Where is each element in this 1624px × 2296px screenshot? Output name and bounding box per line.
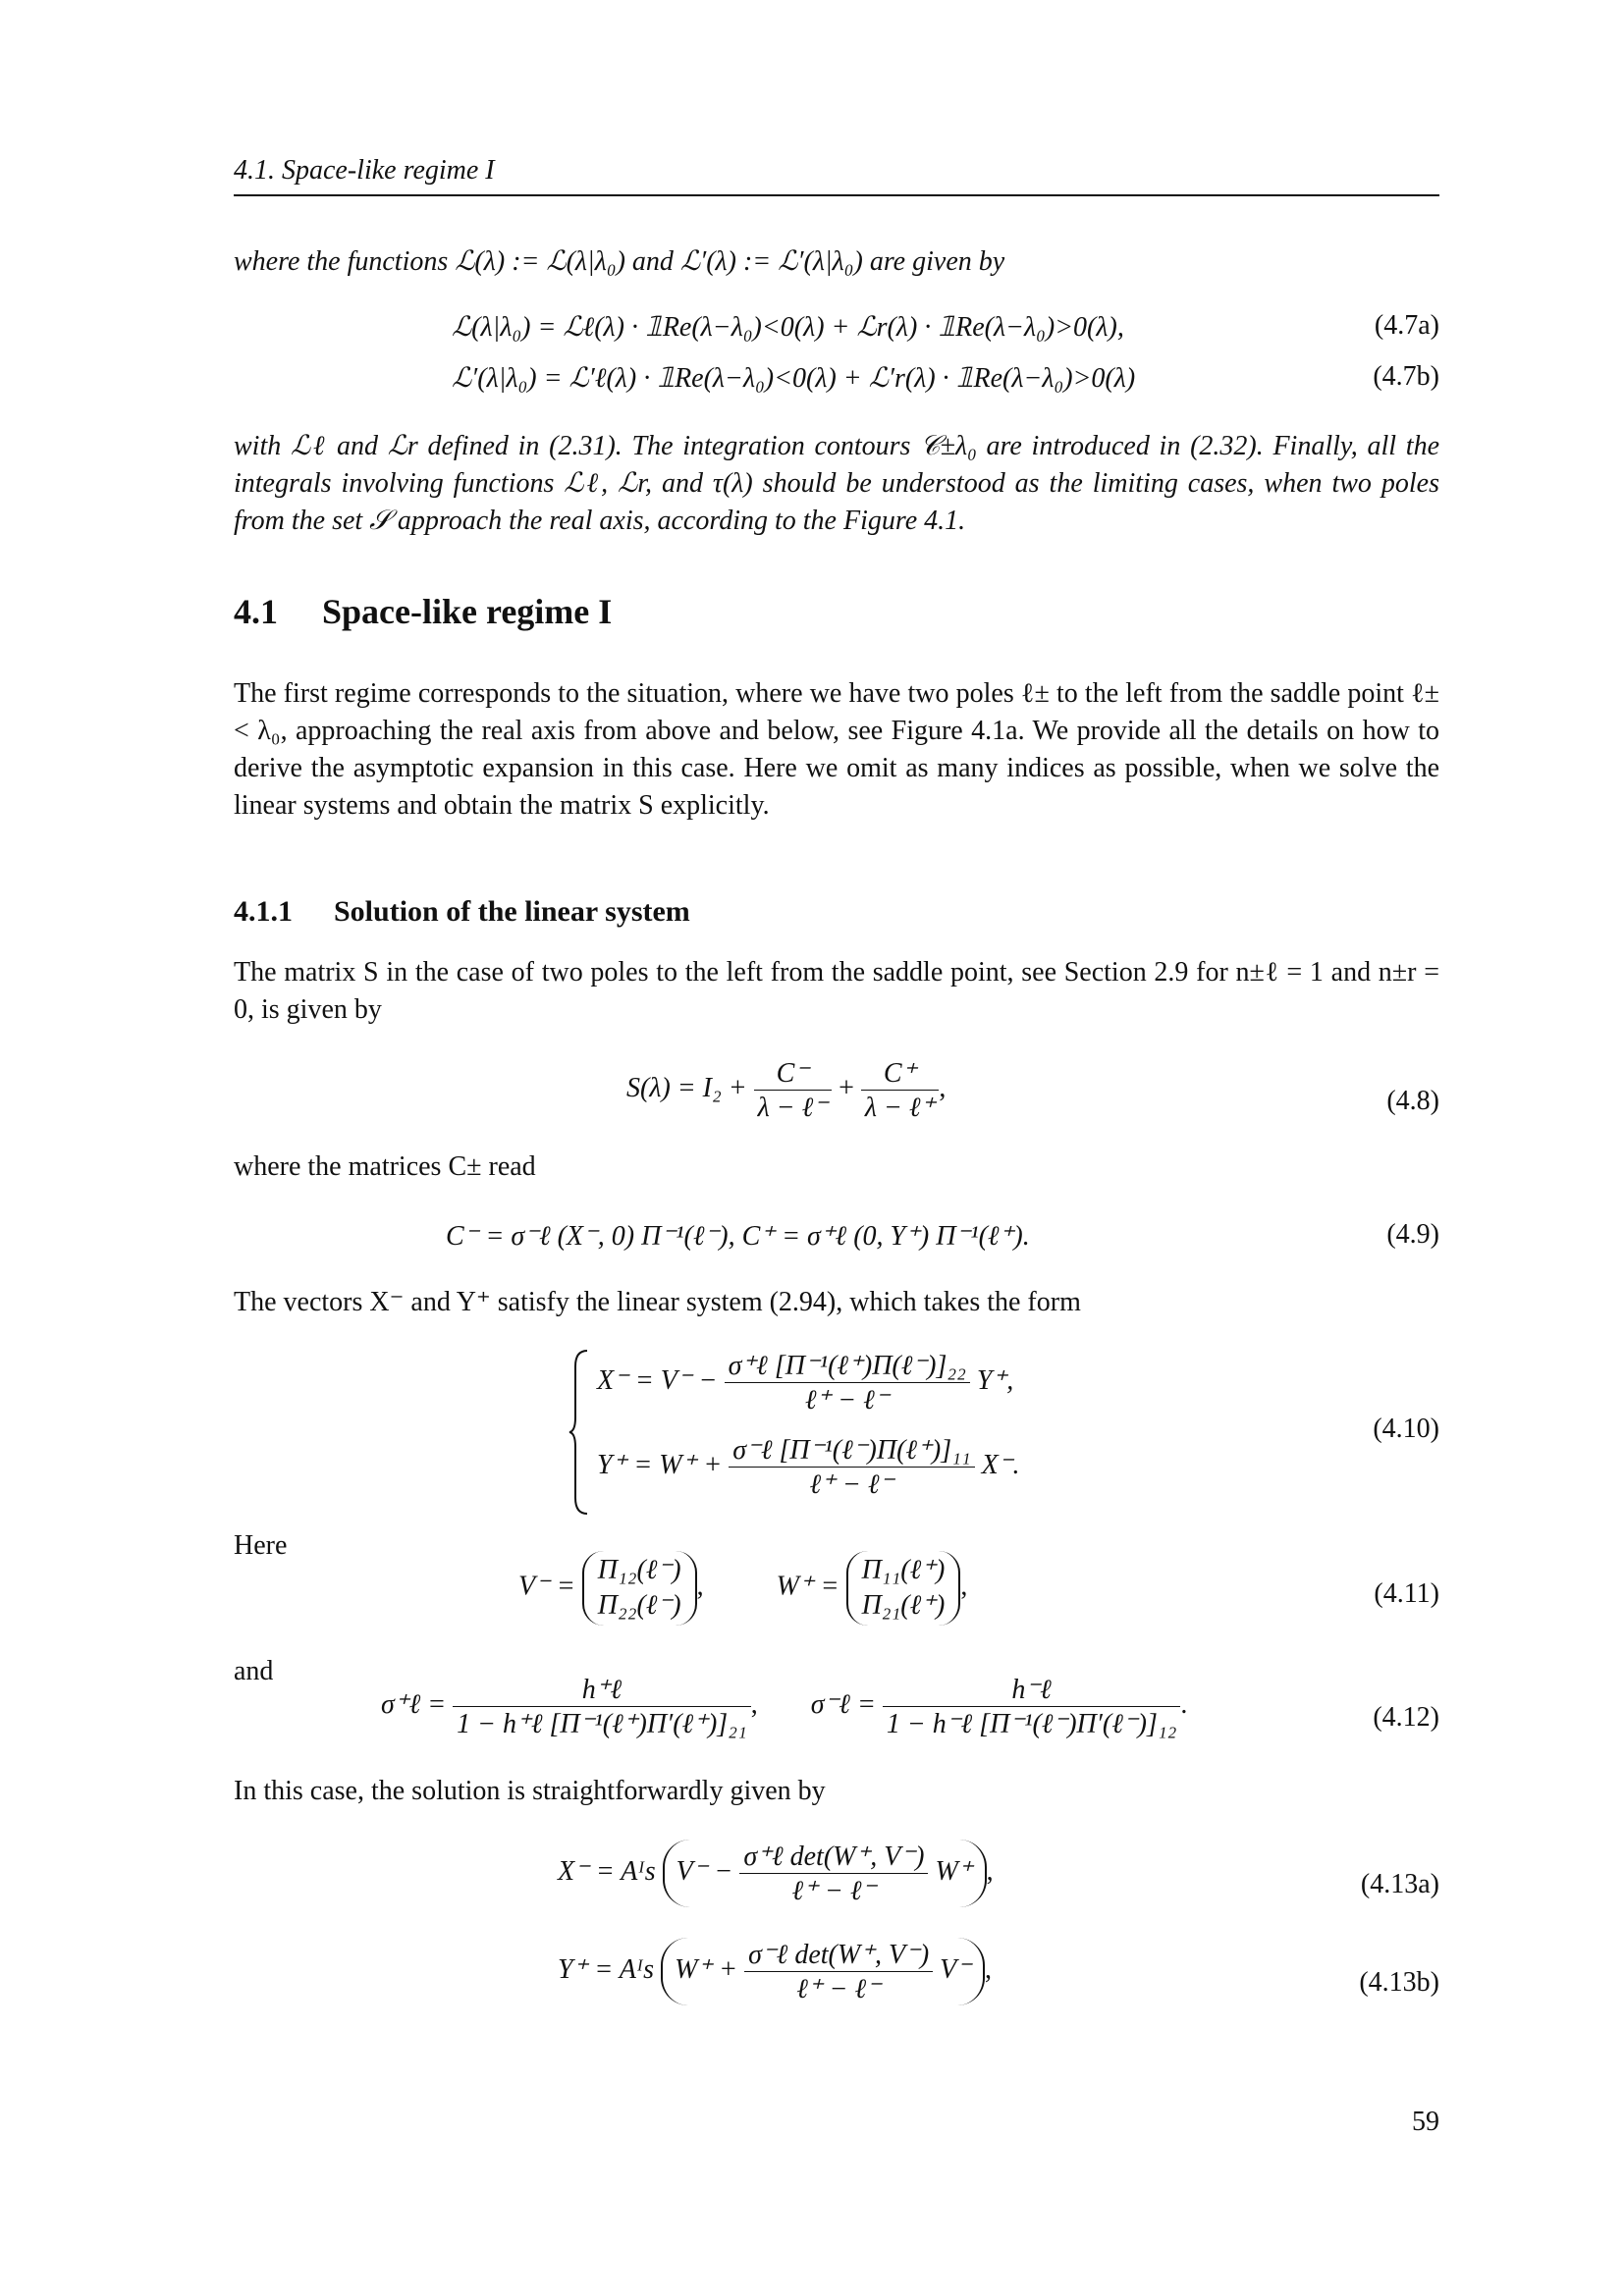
subsection-heading xyxy=(234,895,690,929)
equation-4-11 xyxy=(234,1551,1439,1645)
equation-4-8-comma: , xyxy=(939,1072,947,1103)
v-minus-bottom: Π₂₂(ℓ⁻) xyxy=(597,1590,681,1621)
equation-4-10 xyxy=(234,1349,1439,1516)
sigma-minus-numerator: h⁻ℓ xyxy=(883,1673,1181,1707)
equation-4-13b-number: (4.13b) xyxy=(1359,1967,1439,1998)
row2-tail: X⁻. xyxy=(981,1449,1020,1480)
page-number: 59 xyxy=(1412,2107,1439,2137)
x-minus-paren xyxy=(663,1840,987,1907)
row1-tail: Y⁺, xyxy=(976,1364,1014,1396)
left-brace-icon xyxy=(568,1349,589,1516)
subsection-number: 4.1.1 xyxy=(234,895,293,928)
paragraph-vectors: The vectors X⁻ and Y⁺ satisfy the linear system (2.94), which takes the form xyxy=(234,1287,1081,1317)
equation-4-7a xyxy=(234,310,1439,353)
equation-4-8-body xyxy=(626,1056,946,1124)
y-plus-paren xyxy=(661,1938,985,2005)
w-plus-vector xyxy=(846,1551,961,1626)
paragraph-solution: In this case, the solution is straightforwardly given by xyxy=(234,1776,826,1806)
y-plus-numerator: σ⁻ℓ det(W⁺, V⁻) xyxy=(744,1938,933,1972)
x-minus-numerator: σ⁺ℓ det(W⁺, V⁻) xyxy=(739,1840,928,1874)
equation-4-12 xyxy=(234,1669,1439,1767)
fraction-c-plus-numerator: C⁺ xyxy=(861,1056,939,1091)
row1-denominator: ℓ⁺ − ℓ⁻ xyxy=(804,1385,890,1415)
v-minus-vector xyxy=(582,1551,697,1626)
equation-4-12-body: σ⁺ℓ = $\frac{\text{h⁺ℓ}}{\text{1 − h⁺ℓ [Π⁻¹(ℓ⁺)Π′(ℓ⁺)]₂₁}}$ , σ⁻ℓ = $\frac{\text{h⁻ℓ}}{\text{1 − h⁻ℓ [Π⁻¹(ℓ⁻)Π′(ℓ⁻)]₁₂}}$ . xyxy=(381,1675,1188,1739)
here-label: Here xyxy=(234,1530,288,1561)
equation-4-7a-body: ℒ(λ|λ₀) = ℒℓ(λ) · 𝟙Re(λ−λ₀)<0(λ) + ℒr(λ) · 𝟙Re(λ−λ₀)>0(λ), xyxy=(452,312,1124,343)
section-title: Space-like regime I xyxy=(322,592,613,631)
y-plus-lhs: Y⁺ = Aᴵs xyxy=(558,1953,655,1985)
w-plus-bottom: Π₂₁(ℓ⁺) xyxy=(861,1590,946,1621)
equation-4-10-row2 xyxy=(597,1433,1019,1501)
v-minus-lhs: V⁻ = xyxy=(518,1571,575,1602)
equation-4-13a-number: (4.13a) xyxy=(1360,1869,1439,1899)
equation-4-9-body: C⁻ = σ⁻ℓ (X⁻, 0) Π⁻¹(ℓ⁻), C⁺ = σ⁺ℓ (0, Y⁺) Π⁻¹(ℓ⁺). xyxy=(446,1221,1030,1252)
equation-4-8-lhs: S(λ) = I₂ + xyxy=(626,1072,747,1103)
sigma-plus-fraction xyxy=(453,1673,751,1740)
y-plus-denominator: ℓ⁺ − ℓ⁻ xyxy=(796,1974,881,2004)
equation-4-7b-body: ℒ′(λ|λ₀) = ℒ′ℓ(λ) · 𝟙Re(λ−λ₀)<0(λ) + ℒ′r(λ) · 𝟙Re(λ−λ₀)>0(λ) xyxy=(452,363,1136,394)
row1-numerator: σ⁺ℓ [Π⁻¹(ℓ⁺)Π(ℓ⁻)]₂₂ xyxy=(725,1349,970,1383)
w-plus-top: Π₁₁(ℓ⁺) xyxy=(861,1555,946,1585)
fraction-c-plus-denominator: λ − ℓ⁺ xyxy=(864,1093,936,1123)
equation-4-10-number: (4.10) xyxy=(1373,1414,1439,1444)
equation-4-8-number: (4.8) xyxy=(1386,1086,1439,1116)
fraction-c-minus xyxy=(754,1056,832,1124)
sigma-plus-lhs: σ⁺ℓ = xyxy=(381,1688,447,1720)
w-plus-lhs: W⁺ = xyxy=(776,1571,839,1602)
x-minus-pre: V⁻ − xyxy=(676,1855,733,1887)
fraction-c-minus-denominator: λ − ℓ⁻ xyxy=(757,1093,829,1123)
equation-4-10-row1 xyxy=(597,1349,1013,1416)
row1-lhs: X⁻ = V⁻ − xyxy=(597,1364,718,1396)
fraction-c-plus xyxy=(861,1056,939,1124)
paragraph-matrices-c: where the matrices C± read xyxy=(234,1151,536,1182)
section-number: 4.1 xyxy=(234,592,278,631)
equation-4-8 xyxy=(234,1050,1439,1148)
row2-denominator: ℓ⁺ − ℓ⁻ xyxy=(809,1469,894,1500)
row2-fraction xyxy=(729,1433,974,1501)
equation-4-13a-body: X⁻ = Aᴵs V⁻ − $\frac{\text{σ⁺ℓ det(W⁺, V⁻)}}{\text{ℓ⁺ − ℓ⁻}}$ W⁺ , xyxy=(558,1842,994,1906)
sigma-minus-fraction xyxy=(883,1673,1181,1740)
y-plus-fraction xyxy=(744,1938,933,2005)
section-heading xyxy=(234,591,612,632)
equation-4-11-body xyxy=(518,1551,967,1626)
v-minus-top: Π₁₂(ℓ⁻) xyxy=(597,1555,681,1585)
subsection-title: Solution of the linear system xyxy=(334,895,690,928)
y-plus-pre: W⁺ + xyxy=(675,1953,738,1985)
italic-paragraph: with ℒℓ and ℒr defined in (2.31). The integration contours 𝒞±λ₀ are introduced in (2.32). Finally, all the integrals involving functions ℒℓ, ℒr, and τ(λ) should be understood as the limiting cases, when two poles from the set 𝒮 approach the real axis, according to the Figure 4.1. xyxy=(234,431,1439,536)
row2-lhs: Y⁺ = W⁺ + xyxy=(597,1449,723,1480)
x-minus-fraction xyxy=(739,1840,928,1907)
running-head: 4.1. Space-like regime I xyxy=(234,155,1439,196)
equation-4-13a xyxy=(234,1836,1439,1934)
sigma-plus-numerator: h⁺ℓ xyxy=(453,1673,751,1707)
equation-4-11-number: (4.11) xyxy=(1374,1578,1439,1609)
equation-4-12-number: (4.12) xyxy=(1373,1702,1439,1733)
equation-4-7b xyxy=(234,361,1439,404)
fraction-c-minus-numerator: C⁻ xyxy=(754,1056,832,1091)
equation-4-13b-body: Y⁺ = Aᴵs W⁺ + $\frac{\text{σ⁻ℓ det(W⁺, V⁻)}}{\text{ℓ⁺ − ℓ⁻}}$ V⁻ , xyxy=(558,1940,993,2004)
sigma-plus-denominator: 1 − h⁺ℓ [Π⁻¹(ℓ⁺)Π′(ℓ⁺)]₂₁ xyxy=(457,1709,747,1739)
equation-4-8-plus: + xyxy=(839,1072,854,1103)
equation-4-7a-number: (4.7a) xyxy=(1374,310,1439,341)
x-minus-denominator: ℓ⁺ − ℓ⁻ xyxy=(791,1876,877,1906)
row1-fraction xyxy=(725,1349,970,1416)
paragraph-regime: The first regime corresponds to the situation, where we have two poles ℓ± to the left from the saddle point ℓ± < λ₀, approaching the real axis from above and below, see Figure 4.1a. We provide all the details on how to derive the asymptotic expansion in this case. Here we omit as many indices as possible, when we solve the linear systems and obtain the matrix S explicitly. xyxy=(234,678,1439,821)
y-plus-post: V⁻ xyxy=(940,1953,972,1985)
and-label: and xyxy=(234,1656,274,1686)
sigma-minus-lhs: σ⁻ℓ = xyxy=(810,1688,876,1720)
sigma-minus-denominator: 1 − h⁻ℓ [Π⁻¹(ℓ⁻)Π′(ℓ⁻)]₁₂ xyxy=(886,1709,1177,1739)
row2-numerator: σ⁻ℓ [Π⁻¹(ℓ⁻)Π(ℓ⁺)]₁₁ xyxy=(729,1433,974,1468)
v-minus-comma: , xyxy=(696,1571,704,1602)
equation-4-13b xyxy=(234,1934,1439,2032)
equation-4-9-number: (4.9) xyxy=(1386,1219,1439,1250)
equation-4-7b-number: (4.7b) xyxy=(1373,361,1439,392)
w-plus-comma: , xyxy=(960,1571,968,1602)
paragraph-matrix-s: The matrix S in the case of two poles to the left from the saddle point, see Section 2.9 for n±ℓ = 1 and n±r = 0, is given by xyxy=(234,957,1439,1025)
x-minus-post: W⁺ xyxy=(935,1855,973,1887)
equation-4-9 xyxy=(234,1219,1439,1262)
intro-line: where the functions ℒ(λ) := ℒ(λ|λ₀) and ℒ′(λ) := ℒ′(λ|λ₀) are given by xyxy=(234,246,1005,277)
x-minus-lhs: X⁻ = Aᴵs xyxy=(558,1855,656,1887)
